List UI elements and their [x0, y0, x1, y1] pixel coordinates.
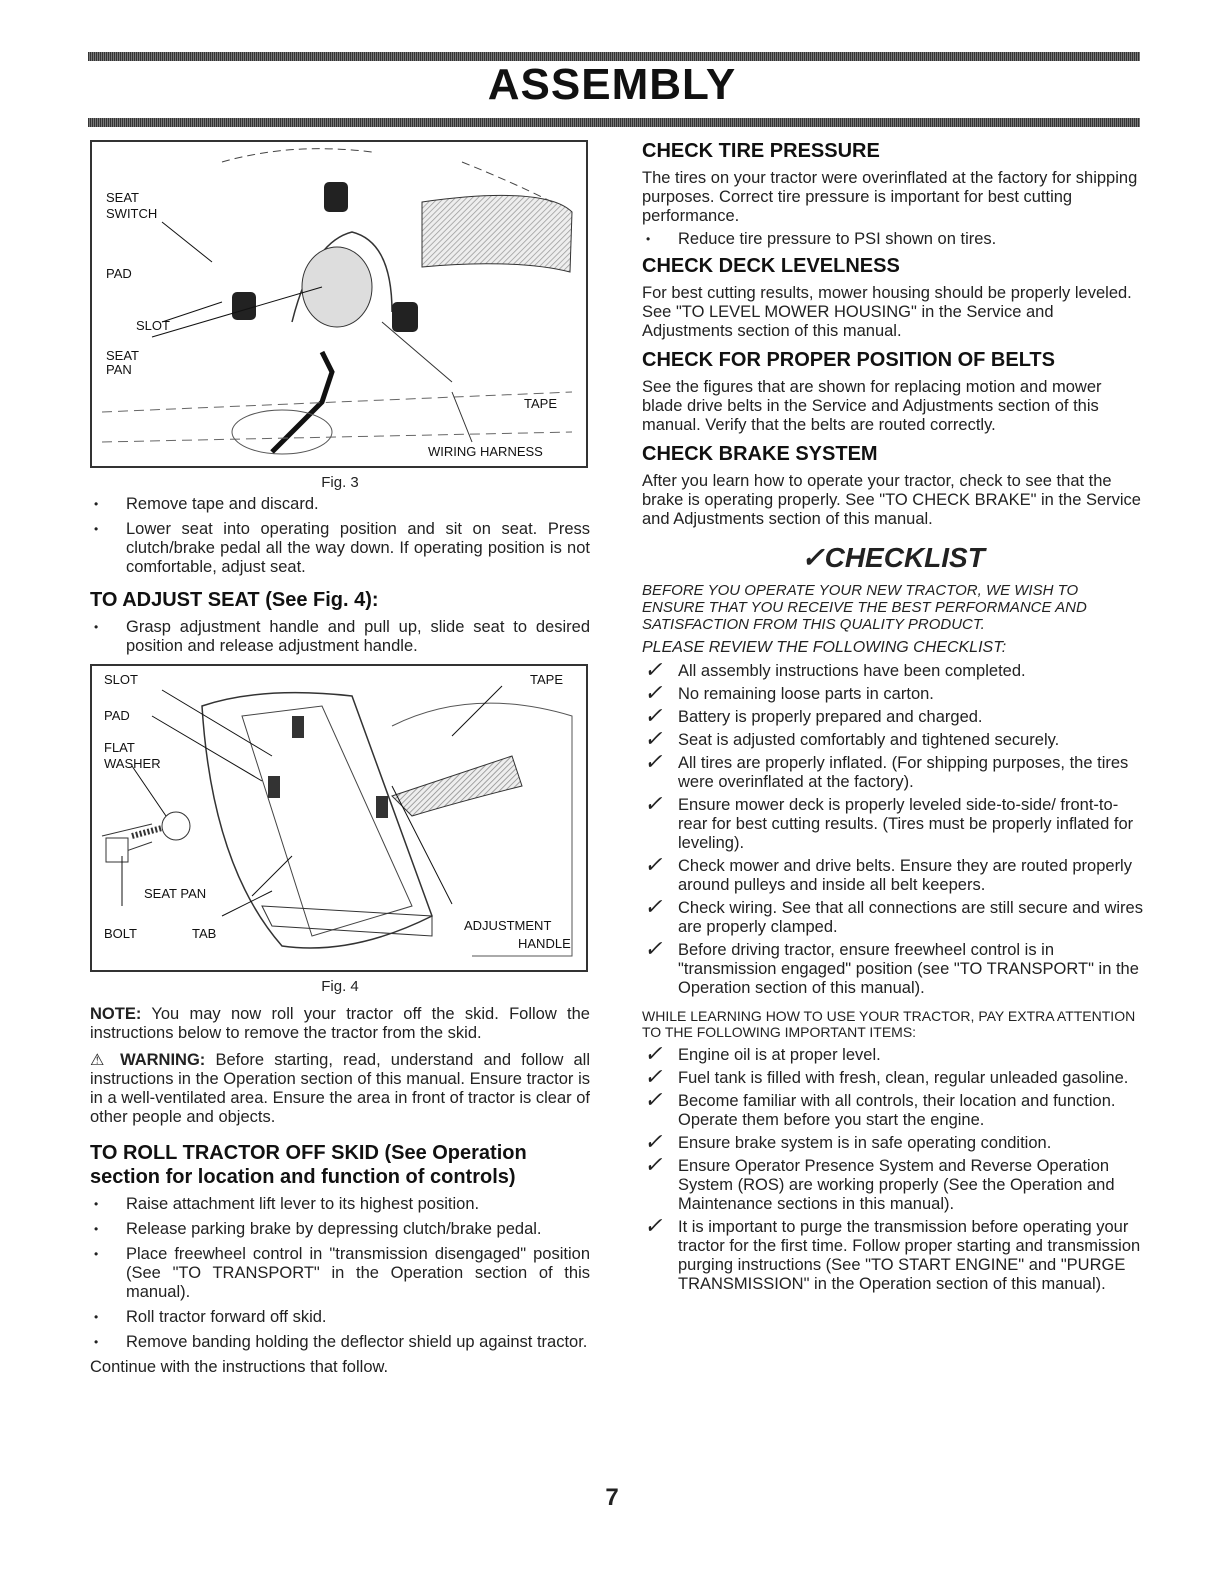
- checklist-intro: BEFORE YOU OPERATE YOUR NEW TRACTOR, WE WISH TO ENSURE THAT YOU RECEIVE THE BEST PERFORMANCE AND SATISFACTION FROM THIS QUALITY PRODUCT.: [642, 582, 1087, 633]
- adjust-bullets: [90, 618, 590, 656]
- warning-text: Before starting, read, understand and follow all instructions in the Operation section of this manual. Ensure tractor is in a well-ventilated area. Ensure the area in front of tractor is clear of other people and objects.: [90, 1051, 591, 1126]
- checklist-item: ✓ Battery is properly prepared and charged.: [642, 708, 1144, 727]
- brake-text: After you learn how to operate your tractor, check to see that the brake is operating properly. See "TO CHECK BRAKE" in the Service and Adjustments section of this manual.: [642, 472, 1141, 528]
- figure-4: [90, 664, 588, 972]
- label-handle: HANDLE: [518, 936, 571, 951]
- label-adjustment: ADJUSTMENT: [464, 918, 552, 933]
- list-item: • Remove banding holding the deflector shield up against tractor.: [90, 1333, 590, 1352]
- note-label: NOTE:: [90, 1005, 142, 1023]
- checklist-item: ✓ Check mower and drive belts. Ensure they are routed properly around pulleys and inside all belt keepers.: [642, 857, 1144, 895]
- seat-adjust-illustration: [92, 666, 586, 970]
- title-rule: [88, 118, 1140, 127]
- list-item: • Lower seat into operating position and sit on seat. Press clutch/brake pedal all the way down. If operating position is not comfortable, adjust seat.: [90, 520, 590, 577]
- roll-tractor-heading: TO ROLL TRACTOR OFF SKID (See Operation section for location and function of controls): [90, 1142, 527, 1188]
- fig3-bullets: [90, 495, 590, 577]
- checklist-item: ✓ Before driving tractor, ensure freewheel control is in "transmission engaged" position (see "TO TRANSPORT" in the Operation section of this manual).: [642, 941, 1144, 998]
- label-seat-pan-2: PAN: [106, 362, 132, 377]
- checklist-title-text: CHECKLIST: [824, 542, 985, 573]
- deck-heading: CHECK DECK LEVELNESS: [642, 255, 900, 277]
- tire-heading: CHECK TIRE PRESSURE: [642, 140, 880, 162]
- page-number: 7: [605, 1484, 619, 1511]
- note-paragraph: [90, 1005, 590, 1043]
- label-bolt: BOLT: [104, 926, 137, 941]
- checklist-item: ✓ Ensure mower deck is properly leveled side-to-side/ front-to-rear for best cutting results. (Tires must be properly inflated for leveling).: [642, 796, 1144, 853]
- learning-intro: WHILE LEARNING HOW TO USE YOUR TRACTOR, PAY EXTRA ATTENTION TO THE FOLLOWING IMPORTANT ITEMS:: [642, 1008, 1136, 1040]
- warning-paragraph: [90, 1051, 590, 1127]
- label-flat-washer-2: WASHER: [104, 756, 161, 771]
- learning-checklist: [642, 1046, 1144, 1294]
- label-pad: PAD: [104, 708, 130, 723]
- list-item: • Remove tape and discard.: [90, 495, 590, 514]
- label-wiring-harness: WIRING HARNESS: [428, 444, 543, 459]
- left-column: [90, 140, 590, 1377]
- label-seat-switch: SEAT: [106, 190, 139, 205]
- tire-bullets: [642, 230, 1144, 249]
- checklist-item: ✓ All assembly instructions have been completed.: [642, 662, 1144, 681]
- brake-heading: CHECK BRAKE SYSTEM: [642, 443, 878, 465]
- right-column: [642, 140, 1144, 1298]
- label-seat-pan: SEAT PAN: [144, 886, 207, 901]
- seat-switch-illustration: [92, 142, 586, 466]
- belts-text: See the figures that are shown for replacing motion and mower blade drive belts in the Service and Adjustments section of this manual. Verify that the belts are routed correctly.: [642, 378, 1102, 434]
- checklist-item: ✓ Check wiring. See that all connections are still secure and wires are properly clamped.: [642, 899, 1144, 937]
- label-tape: TAPE: [530, 672, 563, 687]
- list-item: • Roll tractor forward off skid.: [90, 1308, 590, 1327]
- label-tape: TAPE: [524, 396, 557, 411]
- label-slot: SLOT: [136, 318, 170, 333]
- checklist-item: ✓ Ensure Operator Presence System and Reverse Operation System (ROS) are working properly (See the Operation and Maintenance sections in this manual).: [642, 1157, 1144, 1214]
- fig3-caption: Fig. 3: [321, 474, 359, 491]
- checklist-title: [642, 541, 1144, 574]
- checklist-item: ✓ Seat is adjusted comfortably and tightened securely.: [642, 731, 1144, 750]
- belts-heading: CHECK FOR PROPER POSITION OF BELTS: [642, 349, 1055, 371]
- list-item: • Reduce tire pressure to PSI shown on tires.: [642, 230, 1144, 249]
- warning-label: WARNING:: [120, 1051, 206, 1069]
- roll-bullets: [90, 1195, 590, 1352]
- checklist-item: ✓ No remaining loose parts in carton.: [642, 685, 1144, 704]
- list-item: • Place freewheel control in "transmission disengaged" position (See "TO TRANSPORT" in the Operation section of this manual).: [90, 1245, 590, 1302]
- page-title: ASSEMBLY: [487, 60, 737, 109]
- label-seat-switch-2: SWITCH: [106, 206, 158, 221]
- checklist-item: ✓ Become familiar with all controls, their location and function. Operate them before you start the engine.: [642, 1092, 1144, 1130]
- checklist-item: ✓ Fuel tank is filled with fresh, clean, regular unleaded gasoline.: [642, 1069, 1144, 1088]
- deck-text: For best cutting results, mower housing should be properly leveled. See "TO LEVEL MOWER HOUSING" in the Service and Adjustments section of this manual.: [642, 284, 1132, 340]
- label-slot: SLOT: [104, 672, 138, 687]
- checklist-item: ✓ All tires are properly inflated. (For shipping purposes, the tires were overinflated at the factory).: [642, 754, 1144, 792]
- note-text: You may now roll your tractor off the skid. Follow the instructions below to remove the tractor from the skid.: [90, 1005, 590, 1042]
- checklist-review: PLEASE REVIEW THE FOLLOWING CHECKLIST:: [642, 639, 1007, 656]
- label-tab: TAB: [192, 926, 217, 941]
- label-pad: PAD: [106, 266, 132, 281]
- label-flat-washer: FLAT: [104, 740, 135, 755]
- checklist: [642, 662, 1144, 998]
- checkmark-icon: ✓: [801, 542, 825, 573]
- label-seat-pan: SEAT: [106, 348, 139, 363]
- checklist-item: ✓ Ensure brake system is in safe operating condition.: [642, 1134, 1144, 1153]
- list-item: • Grasp adjustment handle and pull up, slide seat to desired position and release adjustment handle.: [90, 618, 590, 656]
- checklist-item: ✓ It is important to purge the transmission before operating your tractor for the first time. Follow proper starting and transmission purging instructions (See "TO START ENGINE" and "PURGE TRANSMISSION" in the Operation section of this manual).: [642, 1218, 1144, 1294]
- checklist-item: ✓ Engine oil is at proper level.: [642, 1046, 1144, 1065]
- list-item: • Release parking brake by depressing clutch/brake pedal.: [90, 1220, 590, 1239]
- tire-text: The tires on your tractor were overinflated at the factory for shipping purposes. Correct tire pressure is important for best cutting performance.: [642, 169, 1138, 225]
- list-item: • Raise attachment lift lever to its highest position.: [90, 1195, 590, 1214]
- fig4-caption: Fig. 4: [321, 978, 359, 995]
- warning-icon: ⚠: [90, 1052, 110, 1069]
- figure-3: [90, 140, 588, 468]
- adjust-seat-heading: TO ADJUST SEAT (See Fig. 4):: [90, 589, 379, 611]
- continue-text: Continue with the instructions that follow.: [90, 1358, 389, 1376]
